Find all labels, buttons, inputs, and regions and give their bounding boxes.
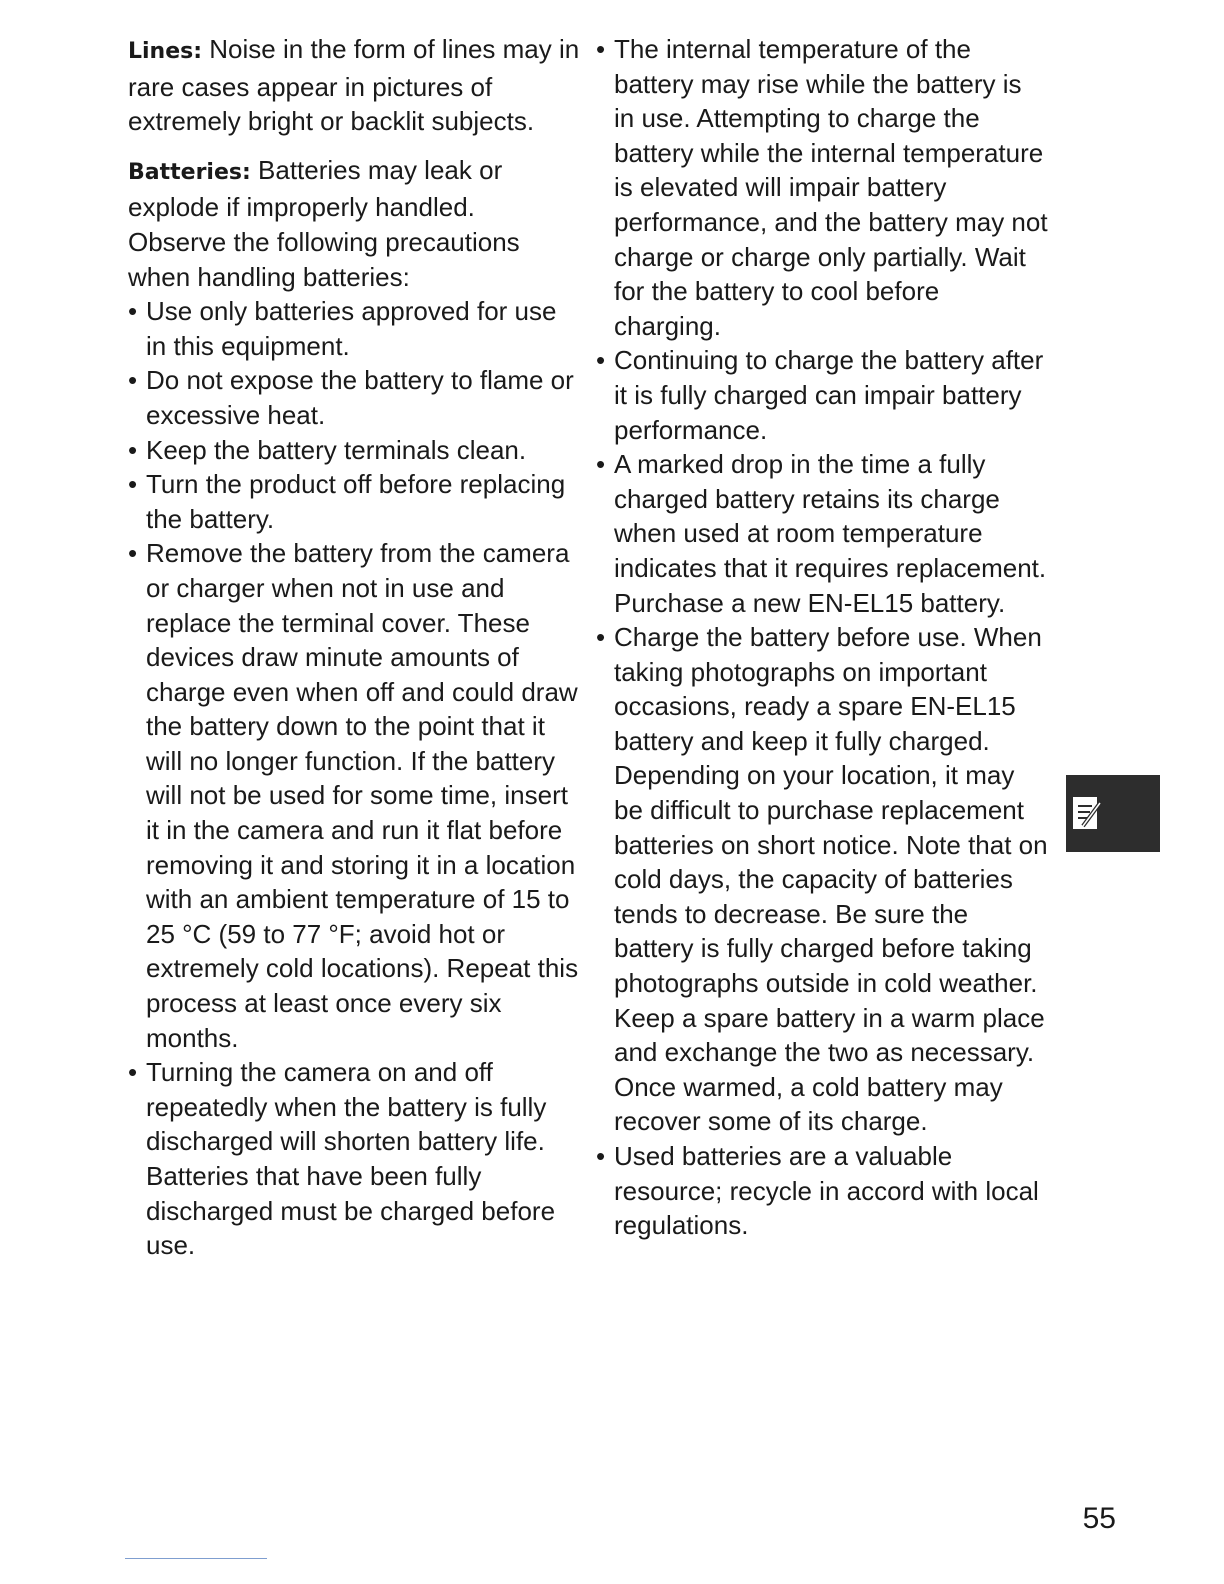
lines-paragraph (128, 32, 580, 139)
list-item (128, 433, 580, 468)
bullet-glyph: • (596, 345, 606, 376)
bullet-glyph: • (596, 1141, 606, 1171)
list-item (128, 294, 580, 363)
lines-heading: Lines: (128, 39, 203, 64)
list-item-text: Continuing to charge the battery after it is fully charged can impair battery performance. (614, 345, 1044, 445)
lines-text: Noise in the form of lines may in rare cases appear in pictures of extremely bright or backlit subjects. (128, 34, 580, 137)
batteries-intro: Batteries may leak or explode if improperly handled. Observe the following precautions when handling batteries: (128, 154, 520, 292)
bullet-glyph: • (128, 469, 138, 500)
list-item-text: Used batteries are a valuable resource; recycle in accord with local regulations. (614, 1141, 1039, 1241)
page-number: 55 (1082, 1502, 1116, 1535)
list-item-text: A marked drop in the time a fully charged battery retains its charge when used at room temperature indicates that it requires replacement. Purchase a new EN-EL15 battery. (614, 449, 1047, 618)
bullet-glyph: • (128, 365, 138, 396)
list-item-text: Use only batteries approved for use in this equipment. (146, 296, 557, 361)
batteries-heading: Batteries: (128, 159, 251, 185)
battery-precautions-list (128, 294, 580, 1263)
bullet-glyph: • (128, 296, 138, 327)
list-item-text: Turn the product off before replacing the battery. (146, 469, 566, 534)
battery-care-list (596, 32, 1048, 1243)
bullet-glyph: • (596, 34, 606, 64)
list-item (596, 620, 1048, 1139)
bullet-glyph: • (128, 434, 138, 465)
batteries-paragraph (128, 153, 580, 294)
list-item (596, 447, 1048, 620)
list-item (128, 1055, 580, 1263)
list-item-text: Keep the battery terminals clean. (146, 434, 527, 465)
scan-artifact-line (125, 1558, 267, 1559)
list-item (596, 343, 1048, 447)
list-item-text: Charge the battery before use. When taking photographs on important occasions, ready a spare EN-EL15 battery and keep it fully charged. Depending on your location, it may be difficult to purchase replacement batteries on short notice. Note that on cold days, the capacity of batteries tends to decrease. Be sure the battery is fully charged before taking photographs outside in cold weather. Keep a spare battery in a warm place and exchange the two as necessary. Once warmed, a cold battery may recover some of its charge. (614, 622, 1048, 1137)
right-column (596, 32, 1048, 1243)
list-item-text: The internal temperature of the battery may rise while the battery is in use. Attempting to charge the battery while the internal temperature is elevated will impair battery performance, and the battery may not charge or charge only partially. Wait for the battery to cool before charging. (614, 34, 1048, 341)
bullet-glyph: • (128, 538, 138, 569)
list-item (596, 1139, 1048, 1243)
list-item-text: Remove the battery from the camera or charger when not in use and replace the terminal cover. These devices draw minute amounts of charge even when off and could draw the battery down to the point that it will no longer function. If the battery will not be used for some time, insert it in the camera and run it flat before removing it and storing it in a location with an ambient temperature of 15 to 25 °C (59 to 77 °F; avoid hot or extremely cold locations). Repeat this process at least once every six months. (146, 538, 579, 1053)
list-item (128, 363, 580, 432)
section-tab (1066, 775, 1160, 852)
list-item-text: Do not expose the battery to flame or excessive heat. (146, 365, 574, 430)
notes-pencil-icon (1073, 797, 1103, 831)
list-item (596, 32, 1048, 343)
bullet-glyph: • (128, 1057, 138, 1088)
bullet-glyph: • (596, 449, 606, 480)
bullet-glyph: • (596, 622, 606, 653)
list-item (128, 536, 580, 1055)
left-column (128, 32, 580, 1263)
list-item-text: Turning the camera on and off repeatedly when the battery is fully discharged will shorten battery life. Batteries that have been fully discharged must be charged before use. (146, 1057, 556, 1261)
list-item (128, 467, 580, 536)
